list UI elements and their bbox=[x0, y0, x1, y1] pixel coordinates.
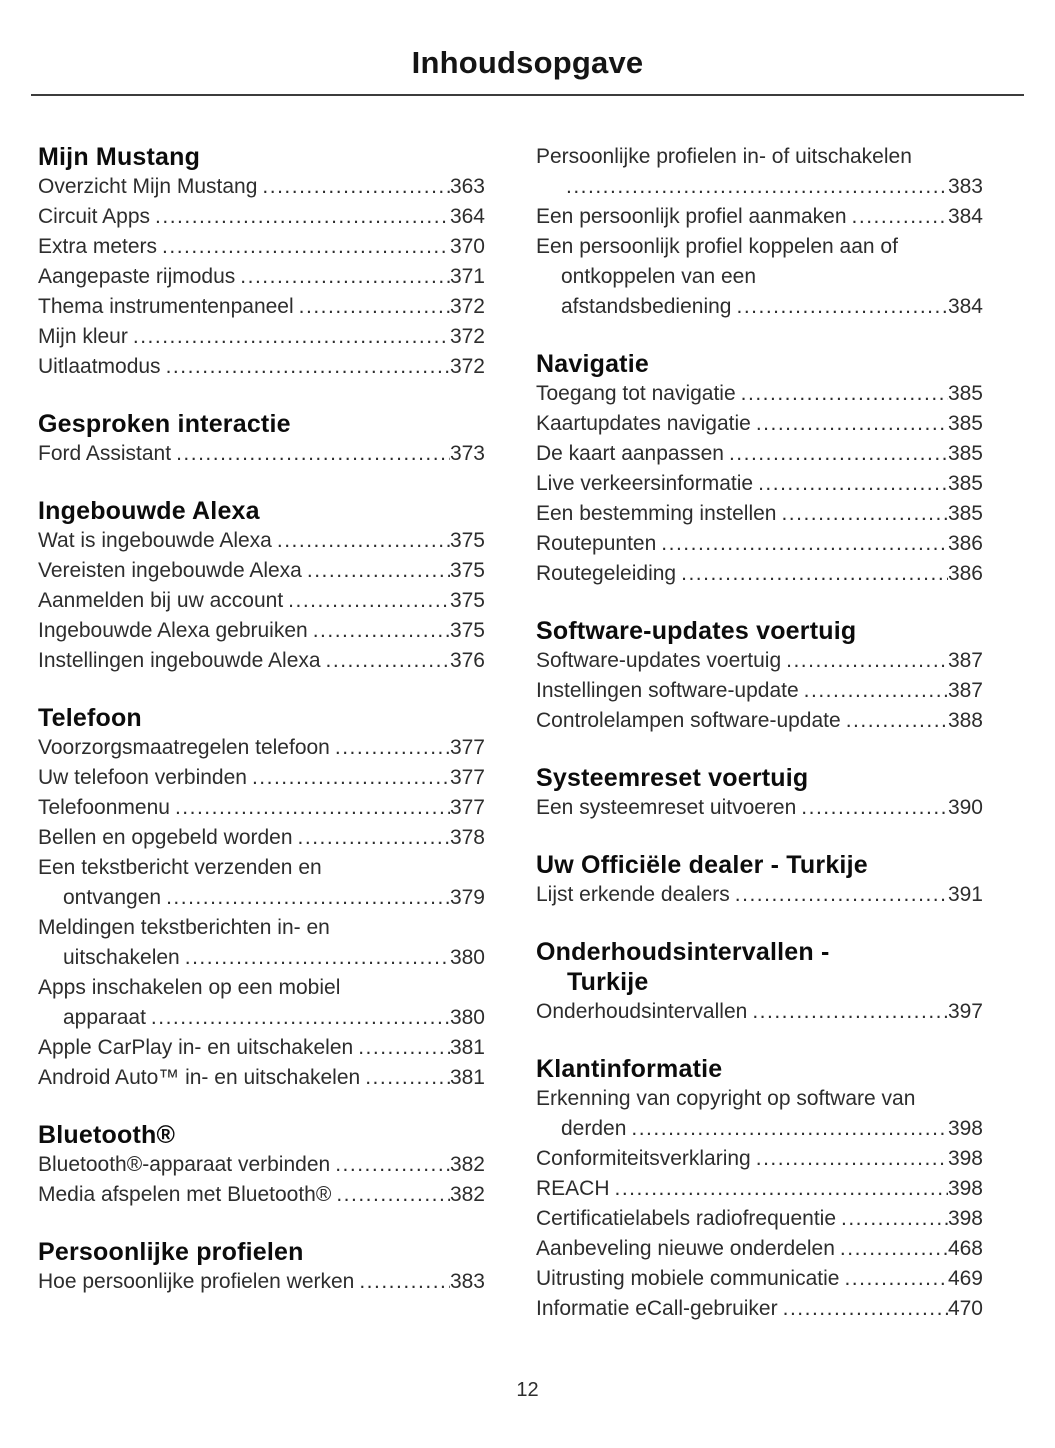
toc-page-number: 373 bbox=[449, 442, 485, 465]
section-heading bbox=[536, 850, 983, 880]
toc-entry-line: ontkoppelen van een bbox=[561, 265, 756, 288]
toc-entry bbox=[536, 997, 983, 1027]
toc-section bbox=[38, 409, 485, 469]
toc-entry-label: Android Auto™ in- en uitschakelen bbox=[38, 1066, 361, 1089]
toc-leader-dots bbox=[841, 1204, 948, 1234]
toc-page-number: 375 bbox=[449, 529, 485, 552]
toc-entry bbox=[38, 1033, 485, 1063]
toc-entry-label: Extra meters bbox=[38, 235, 158, 258]
section-heading bbox=[536, 349, 983, 379]
toc-entry bbox=[38, 1180, 485, 1210]
toc-entry-label: afstandsbediening bbox=[561, 295, 732, 318]
footer-page-number: 12 bbox=[516, 1379, 539, 1401]
toc-entry-label: Live verkeersinformatie bbox=[536, 472, 754, 495]
toc-entry bbox=[38, 439, 485, 469]
toc-leader-dots bbox=[240, 262, 450, 292]
section-heading bbox=[38, 1237, 485, 1267]
toc-page-number: 370 bbox=[449, 235, 485, 258]
toc-page-number: 380 bbox=[449, 946, 485, 969]
toc-entry-lastline bbox=[38, 232, 485, 262]
toc-entry-lastline bbox=[536, 880, 983, 910]
toc-entry-lastline bbox=[38, 262, 485, 292]
toc-entry bbox=[536, 499, 983, 529]
toc-entry-label: ontvangen bbox=[63, 886, 162, 909]
toc-entry bbox=[38, 232, 485, 262]
toc-leader-dots bbox=[185, 943, 450, 973]
toc-leader-dots bbox=[358, 1033, 450, 1063]
section-heading-line: Gesproken interactie bbox=[38, 410, 291, 438]
toc-entry bbox=[536, 232, 983, 322]
toc-page-number: 382 bbox=[449, 1153, 485, 1176]
toc-entry-lastline bbox=[536, 1234, 983, 1264]
toc-entry-lastline bbox=[38, 556, 485, 586]
toc-leader-dots bbox=[252, 763, 450, 793]
toc-page-number: 372 bbox=[449, 325, 485, 348]
toc-entry bbox=[38, 793, 485, 823]
toc-entry-line: Een tekstbericht verzenden en bbox=[38, 856, 322, 879]
toc-leader-dots bbox=[307, 556, 450, 586]
toc-page-number: 387 bbox=[947, 649, 983, 672]
toc-leader-dots bbox=[804, 676, 948, 706]
section-heading-line: Persoonlijke profielen bbox=[38, 1238, 304, 1266]
toc-page-number: 375 bbox=[449, 559, 485, 582]
toc-leader-dots bbox=[336, 1180, 450, 1210]
toc-entry bbox=[536, 202, 983, 232]
section-heading-line: Ingebouwde Alexa bbox=[38, 497, 260, 525]
toc-section bbox=[38, 703, 485, 1093]
section-heading-line: Mijn Mustang bbox=[38, 143, 201, 171]
toc-page-number: 380 bbox=[449, 1006, 485, 1029]
toc-entry-lastline bbox=[536, 202, 983, 232]
toc-leader-dots bbox=[781, 499, 947, 529]
toc-entry bbox=[38, 733, 485, 763]
toc-page-number: 375 bbox=[449, 619, 485, 642]
toc-entry-label: apparaat bbox=[63, 1006, 146, 1029]
toc-leader-dots bbox=[313, 616, 450, 646]
toc-entry bbox=[536, 1144, 983, 1174]
toc-entry bbox=[536, 469, 983, 499]
section-heading-line: Klantinformatie bbox=[536, 1055, 723, 1083]
toc-entry bbox=[536, 646, 983, 676]
toc-leader-dots bbox=[155, 202, 450, 232]
toc-leader-dots bbox=[736, 292, 947, 322]
toc-leader-dots bbox=[735, 880, 948, 910]
section-heading bbox=[536, 616, 983, 646]
toc-leader-dots bbox=[365, 1063, 450, 1093]
toc-page-number: 377 bbox=[449, 796, 485, 819]
toc-entry-label: Thema instrumentenpaneel bbox=[38, 295, 294, 318]
toc-entry bbox=[38, 556, 485, 586]
toc-leader-dots bbox=[335, 1150, 450, 1180]
section-heading-line: Navigatie bbox=[536, 350, 649, 378]
toc-entry-lastline bbox=[536, 676, 983, 706]
section-heading-line: Onderhoudsintervallen - bbox=[536, 938, 830, 966]
toc-entry-lastline bbox=[536, 706, 983, 736]
toc-page-number: 364 bbox=[449, 205, 485, 228]
toc-entry bbox=[38, 913, 485, 973]
toc-entry bbox=[536, 1204, 983, 1234]
toc-entry-lastline bbox=[536, 379, 983, 409]
toc-leader-dots bbox=[661, 529, 948, 559]
toc-page-number: 375 bbox=[449, 589, 485, 612]
toc-entry-label: Instellingen ingebouwde Alexa bbox=[38, 649, 321, 672]
toc-entry-lastline bbox=[536, 793, 983, 823]
toc-entry-label: Uitrusting mobiele communicatie bbox=[536, 1267, 840, 1290]
toc-entry-label: Apple CarPlay in- en uitschakelen bbox=[38, 1036, 354, 1059]
toc-entry bbox=[38, 292, 485, 322]
toc-entry-label: Controlelampen software-update bbox=[536, 709, 841, 732]
toc-entry bbox=[536, 1084, 983, 1144]
toc-page-number: 381 bbox=[449, 1036, 485, 1059]
section-heading bbox=[38, 409, 485, 439]
toc-entry-lastline bbox=[38, 202, 485, 232]
toc-section bbox=[38, 1237, 485, 1297]
section-heading-line: Turkije bbox=[567, 968, 649, 996]
toc-page-number: 383 bbox=[449, 1270, 485, 1293]
toc-page-number: 390 bbox=[947, 796, 983, 819]
toc-entry-lastline bbox=[536, 1144, 983, 1174]
toc-entry-label: Aangepaste rijmodus bbox=[38, 265, 236, 288]
toc-entry bbox=[38, 973, 485, 1033]
toc-entry-lastline bbox=[38, 616, 485, 646]
toc-leader-dots bbox=[756, 409, 948, 439]
toc-leader-dots bbox=[359, 1267, 450, 1297]
toc-entry-lastline bbox=[38, 793, 485, 823]
toc-page-number: 384 bbox=[947, 295, 983, 318]
toc-entry-lastline bbox=[38, 823, 485, 853]
toc-leader-dots bbox=[288, 586, 450, 616]
toc-leader-dots bbox=[162, 232, 450, 262]
toc-page-number: 397 bbox=[947, 1000, 983, 1023]
toc-entry-lastline bbox=[38, 1063, 485, 1093]
toc-page-number: 376 bbox=[449, 649, 485, 672]
toc-page-number: 388 bbox=[947, 709, 983, 732]
section-heading-line: Software-updates voertuig bbox=[536, 617, 857, 645]
toc-page-number: 398 bbox=[947, 1147, 983, 1170]
toc-leader-dots bbox=[783, 1294, 948, 1324]
section-heading bbox=[38, 1120, 485, 1150]
toc-leader-dots bbox=[681, 559, 948, 589]
section-heading bbox=[38, 703, 485, 733]
toc-entry-label: Certificatielabels radiofrequentie bbox=[536, 1207, 836, 1230]
toc-leader-dots bbox=[151, 1003, 450, 1033]
toc-entry-label: Overzicht Mijn Mustang bbox=[38, 175, 258, 198]
toc-entry-lastline bbox=[536, 292, 983, 322]
toc-entry-line: Erkenning van copyright op software van bbox=[536, 1087, 916, 1110]
toc-entry-lastline bbox=[38, 586, 485, 616]
toc-section bbox=[536, 1054, 983, 1324]
toc-leader-dots bbox=[326, 646, 450, 676]
toc-entry-label: Vereisten ingebouwde Alexa bbox=[38, 559, 302, 582]
toc-section bbox=[536, 142, 983, 322]
toc-page-number: 469 bbox=[947, 1267, 983, 1290]
title-divider bbox=[31, 94, 1024, 96]
toc-entry-lastline bbox=[38, 526, 485, 556]
toc-entry-lastline bbox=[38, 646, 485, 676]
toc-entry bbox=[38, 526, 485, 556]
section-heading bbox=[536, 937, 983, 997]
toc-column bbox=[38, 142, 485, 1324]
toc-page-number: 385 bbox=[947, 442, 983, 465]
toc-entry bbox=[536, 1294, 983, 1324]
toc-entry-label: Software-updates voertuig bbox=[536, 649, 782, 672]
toc-leader-dots bbox=[166, 883, 450, 913]
page-title: Inhoudsopgave bbox=[411, 45, 644, 80]
toc-leader-dots bbox=[298, 823, 450, 853]
toc-entry-label: Aanbeveling nieuwe onderdelen bbox=[536, 1237, 835, 1260]
toc-entry-lastline bbox=[38, 439, 485, 469]
toc-section bbox=[38, 496, 485, 676]
toc-entry-lastline bbox=[536, 1204, 983, 1234]
toc-section bbox=[536, 349, 983, 589]
toc-section bbox=[536, 763, 983, 823]
toc-leader-dots bbox=[175, 793, 450, 823]
toc-page-number: 385 bbox=[947, 382, 983, 405]
toc-entry bbox=[536, 529, 983, 559]
toc-entry-label: Uw telefoon verbinden bbox=[38, 766, 247, 789]
toc-entry bbox=[536, 880, 983, 910]
toc-entry-label: Hoe persoonlijke profielen werken bbox=[38, 1270, 355, 1293]
toc-entry bbox=[38, 262, 485, 292]
toc-entry bbox=[38, 202, 485, 232]
toc-leader-dots bbox=[852, 202, 948, 232]
toc-leader-dots bbox=[758, 469, 948, 499]
toc-entry-line: Apps inschakelen op een mobiel bbox=[38, 976, 341, 999]
toc-entry-lastline bbox=[38, 763, 485, 793]
section-heading-line: Bluetooth® bbox=[38, 1121, 176, 1149]
toc-leader-dots bbox=[615, 1174, 948, 1204]
toc-entry-lastline bbox=[536, 997, 983, 1027]
toc-section bbox=[536, 616, 983, 736]
toc-entry bbox=[536, 379, 983, 409]
toc-page-number: 398 bbox=[947, 1207, 983, 1230]
toc-page-number: 371 bbox=[449, 265, 485, 288]
toc-page-number: 385 bbox=[947, 412, 983, 435]
section-heading bbox=[536, 1054, 983, 1084]
toc-entry-label: Routegeleiding bbox=[536, 562, 677, 585]
toc-page-number: 383 bbox=[947, 175, 983, 198]
toc-entry-lastline bbox=[38, 1150, 485, 1180]
toc-entry bbox=[536, 439, 983, 469]
toc-entry-lastline bbox=[536, 559, 983, 589]
toc-entry-label: Een persoonlijk profiel aanmaken bbox=[536, 205, 847, 228]
toc-entry-lastline bbox=[38, 292, 485, 322]
toc-entry-lastline bbox=[38, 1180, 485, 1210]
toc-entry-lastline bbox=[38, 1033, 485, 1063]
toc-leader-dots bbox=[786, 646, 948, 676]
toc-entry-label: Ford Assistant bbox=[38, 442, 172, 465]
toc-page-number: 377 bbox=[449, 736, 485, 759]
toc-entry-label: Aanmelden bij uw account bbox=[38, 589, 284, 612]
toc-entry-label: Bluetooth®-apparaat verbinden bbox=[38, 1153, 331, 1176]
toc-leader-dots bbox=[299, 292, 450, 322]
toc-entry-label: Circuit Apps bbox=[38, 205, 151, 228]
toc-entry-label: Telefoonmenu bbox=[38, 796, 170, 819]
toc-entry-label: Informatie eCall-gebruiker bbox=[536, 1297, 778, 1320]
toc-entry bbox=[38, 1267, 485, 1297]
toc-entry bbox=[38, 646, 485, 676]
section-heading bbox=[38, 496, 485, 526]
toc-entry bbox=[38, 586, 485, 616]
toc-entry-lastline bbox=[536, 1114, 983, 1144]
toc-entry-label: Mijn kleur bbox=[38, 325, 128, 348]
section-heading bbox=[536, 763, 983, 793]
toc-page-number: 381 bbox=[449, 1066, 485, 1089]
toc-entry-label: Uitlaatmodus bbox=[38, 355, 161, 378]
toc-entry bbox=[536, 1264, 983, 1294]
toc-entry-lastline bbox=[536, 439, 983, 469]
toc-entry bbox=[38, 1063, 485, 1093]
toc-leader-dots bbox=[176, 439, 450, 469]
toc-page-number: 372 bbox=[449, 295, 485, 318]
toc-entry-label: Een bestemming instellen bbox=[536, 502, 777, 525]
toc-entry-lastline bbox=[38, 733, 485, 763]
toc-entry-lastline bbox=[536, 1294, 983, 1324]
toc-page-number: 378 bbox=[449, 826, 485, 849]
toc-leader-dots bbox=[741, 379, 948, 409]
toc-leader-dots bbox=[752, 997, 948, 1027]
toc-leader-dots bbox=[840, 1234, 948, 1264]
toc-entry bbox=[536, 1234, 983, 1264]
toc-section bbox=[38, 1120, 485, 1210]
toc-entry-label: Kaartupdates navigatie bbox=[536, 412, 751, 435]
toc-column bbox=[536, 142, 983, 1324]
toc-entry-lastline bbox=[38, 943, 485, 973]
toc-entry-line: Meldingen tekstberichten in- en bbox=[38, 916, 330, 939]
toc-page-number: 384 bbox=[947, 205, 983, 228]
toc-entry bbox=[38, 763, 485, 793]
toc-entry-lastline bbox=[536, 409, 983, 439]
toc-page-number: 382 bbox=[449, 1183, 485, 1206]
toc-page-number: 386 bbox=[947, 532, 983, 555]
toc-entry-label: Lijst erkende dealers bbox=[536, 883, 730, 906]
toc-leader-dots bbox=[133, 322, 450, 352]
section-heading-line: Systeemreset voertuig bbox=[536, 764, 809, 792]
toc-entry-lastline bbox=[38, 322, 485, 352]
section-heading bbox=[38, 142, 485, 172]
toc-entry-lastline bbox=[38, 1267, 485, 1297]
toc-leader-dots bbox=[801, 793, 948, 823]
toc-entry-label: Instellingen software-update bbox=[536, 679, 799, 702]
section-heading-line: Telefoon bbox=[38, 704, 142, 732]
toc-leader-dots bbox=[166, 352, 450, 382]
toc-entry-lastline bbox=[536, 529, 983, 559]
toc-entry-lastline bbox=[38, 883, 485, 913]
toc-page-number: 387 bbox=[947, 679, 983, 702]
toc-leader-dots bbox=[846, 706, 948, 736]
toc-entry bbox=[536, 793, 983, 823]
toc-entry-lastline bbox=[38, 1003, 485, 1033]
toc-entry-label: Een systeemreset uitvoeren bbox=[536, 796, 797, 819]
toc-entry bbox=[38, 322, 485, 352]
toc-entry-lastline bbox=[536, 469, 983, 499]
toc-leader-dots bbox=[631, 1114, 948, 1144]
toc-leader-dots bbox=[844, 1264, 947, 1294]
toc-section bbox=[536, 850, 983, 910]
toc-page-number: 379 bbox=[449, 886, 485, 909]
toc-page-number: 386 bbox=[947, 562, 983, 585]
toc-leader-dots bbox=[756, 1144, 948, 1174]
toc-page-number: 363 bbox=[449, 175, 485, 198]
toc-page-number: 398 bbox=[947, 1177, 983, 1200]
section-heading-line: Uw Officiële dealer - Turkije bbox=[536, 851, 868, 879]
toc-leader-dots bbox=[262, 172, 450, 202]
toc-entry bbox=[38, 352, 485, 382]
toc-entry bbox=[536, 706, 983, 736]
toc-entry-lastline bbox=[38, 172, 485, 202]
toc-entry-label: Voorzorgsmaatregelen telefoon bbox=[38, 736, 330, 759]
toc-leader-dots bbox=[729, 439, 948, 469]
toc-entry-label: Onderhoudsintervallen bbox=[536, 1000, 748, 1023]
toc-entry-label: Wat is ingebouwde Alexa bbox=[38, 529, 272, 552]
toc-entry bbox=[38, 853, 485, 913]
toc-entry-lastline bbox=[536, 1174, 983, 1204]
toc-page-number: 391 bbox=[947, 883, 983, 906]
toc-entry bbox=[38, 1150, 485, 1180]
toc-page-number: 470 bbox=[947, 1297, 983, 1320]
toc-page-number: 385 bbox=[947, 502, 983, 525]
toc-entry-label: Conformiteitsverklaring bbox=[536, 1147, 751, 1170]
toc-entry bbox=[38, 172, 485, 202]
toc-entry bbox=[536, 676, 983, 706]
toc-entry-label: De kaart aanpassen bbox=[536, 442, 724, 465]
toc-entry bbox=[536, 409, 983, 439]
toc-entry-label: Toegang tot navigatie bbox=[536, 382, 736, 405]
toc-columns bbox=[31, 142, 1024, 1324]
toc-entry-line: Een persoonlijk profiel koppelen aan of bbox=[536, 235, 898, 258]
toc-entry-lastline bbox=[536, 172, 983, 202]
toc-entry bbox=[536, 559, 983, 589]
toc-entry-label: Media afspelen met Bluetooth® bbox=[38, 1183, 332, 1206]
toc-entry-lastline bbox=[536, 646, 983, 676]
toc-section bbox=[536, 937, 983, 1027]
toc-entry-label: uitschakelen bbox=[63, 946, 180, 969]
toc-entry-label: derden bbox=[561, 1117, 627, 1140]
toc-entry bbox=[38, 823, 485, 853]
toc-entry-lastline bbox=[38, 352, 485, 382]
toc-entry bbox=[38, 616, 485, 646]
toc-page-number: 468 bbox=[947, 1237, 983, 1260]
toc-leader-dots bbox=[277, 526, 450, 556]
toc-page-number: 398 bbox=[947, 1117, 983, 1140]
toc-leader-dots bbox=[335, 733, 450, 763]
toc-page-number: 377 bbox=[449, 766, 485, 789]
toc-page-number: 372 bbox=[449, 355, 485, 378]
toc-entry-lastline bbox=[536, 1264, 983, 1294]
toc-section bbox=[38, 142, 485, 382]
toc-entry-label: Ingebouwde Alexa gebruiken bbox=[38, 619, 308, 642]
toc-page-number: 385 bbox=[947, 472, 983, 495]
toc-entry-label: Bellen en opgebeld worden bbox=[38, 826, 293, 849]
toc-entry-line: Persoonlijke profielen in- of uitschakelen bbox=[536, 145, 912, 168]
toc-leader-dots bbox=[566, 172, 948, 202]
toc-entry bbox=[536, 142, 983, 202]
toc-entry-lastline bbox=[536, 499, 983, 529]
toc-entry bbox=[536, 1174, 983, 1204]
toc-entry-label: Routepunten bbox=[536, 532, 657, 555]
toc-entry-label: REACH bbox=[536, 1177, 610, 1200]
